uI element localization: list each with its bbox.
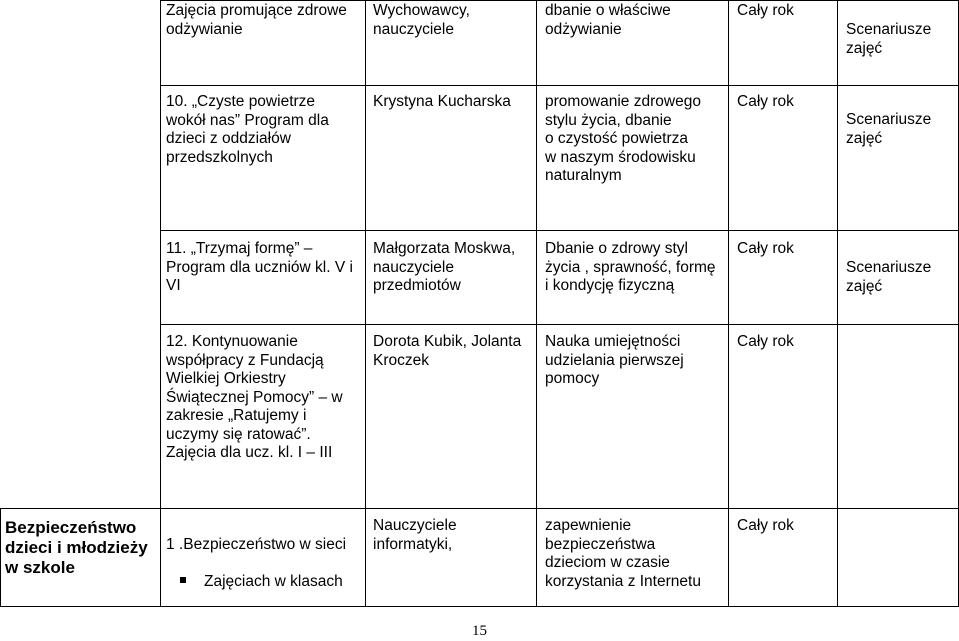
page-number: 15	[472, 623, 487, 639]
evaluation-cell: Scenariusze zajęć	[846, 259, 932, 295]
col-border	[160, 0, 161, 606]
term-cell: Cały rok	[737, 517, 794, 534]
activity-title: 1 .Bezpieczeństwo w sieci	[166, 535, 347, 553]
col-border	[536, 0, 537, 606]
col-border	[0, 508, 1, 606]
activity-cell	[166, 517, 346, 610]
row-border	[160, 0, 959, 1]
activity-cell: 10. „Czyste powietrze wokół nas” Program dla dzieci z oddziałów przedszkolnych	[166, 93, 329, 166]
evaluation-cell: Scenariusze zajęć	[846, 21, 932, 57]
term-cell: Cały rok	[737, 93, 794, 110]
col-border	[728, 0, 729, 606]
activity-cell: Zajęcia promujące zdrowe odżywianie	[166, 2, 347, 38]
row-border	[0, 606, 959, 607]
bullet-icon	[180, 577, 186, 583]
col-border	[365, 0, 366, 606]
row-border	[160, 230, 959, 231]
goal-cell: promowanie zdrowego stylu życia, dbanie o czystość powietrza w naszym środowisku naturalnym	[545, 93, 701, 184]
activity-cell: 11. „Trzymaj formę” – Program dla uczniów kl. V i VI	[166, 240, 353, 294]
responsible-cell: Wychowawcy, nauczyciele	[373, 2, 470, 38]
term-cell: Cały rok	[737, 2, 794, 19]
row-border	[160, 324, 959, 325]
row-border	[160, 85, 959, 86]
term-cell: Cały rok	[737, 240, 794, 257]
activity-bullet-text: Zajęciach w klasach	[204, 572, 343, 590]
responsible-cell: Nauczyciele informatyki,	[373, 517, 457, 553]
evaluation-cell: Scenariusze zajęć	[846, 111, 932, 147]
activity-cell: 12. Kontynuowanie współpracy z Fundacją Wielkiej Orkiestry Świątecznej Pomocy” – w zakresie „Ratujemy i uczymy się ratować”. Zajęcia dla ucz. kl. I – III	[166, 333, 343, 461]
responsible-cell: Małgorzata Moskwa, nauczyciele przedmiotów	[373, 240, 516, 294]
activity-bullet-item	[166, 573, 346, 592]
responsible-cell: Dorota Kubik, Jolanta Kroczek	[373, 333, 522, 369]
term-cell: Cały rok	[737, 333, 794, 350]
responsible-cell: Krystyna Kucharska	[373, 93, 511, 110]
col-border	[837, 0, 838, 606]
area-cell: Bezpieczeństwo dzieci i młodzieży w szkole	[5, 518, 148, 577]
goal-cell: Dbanie o zdrowy styl życia , sprawność, formę i kondycję fizyczną	[545, 240, 716, 294]
goal-cell: zapewnienie bezpieczeństwa dzieciom w czasie korzystania z Internetu	[545, 517, 701, 590]
goal-cell: Nauka umiejętności udzielania pierwszej pomocy	[545, 333, 684, 387]
row-border	[0, 508, 959, 509]
goal-cell: dbanie o właściwe odżywianie	[545, 2, 671, 38]
